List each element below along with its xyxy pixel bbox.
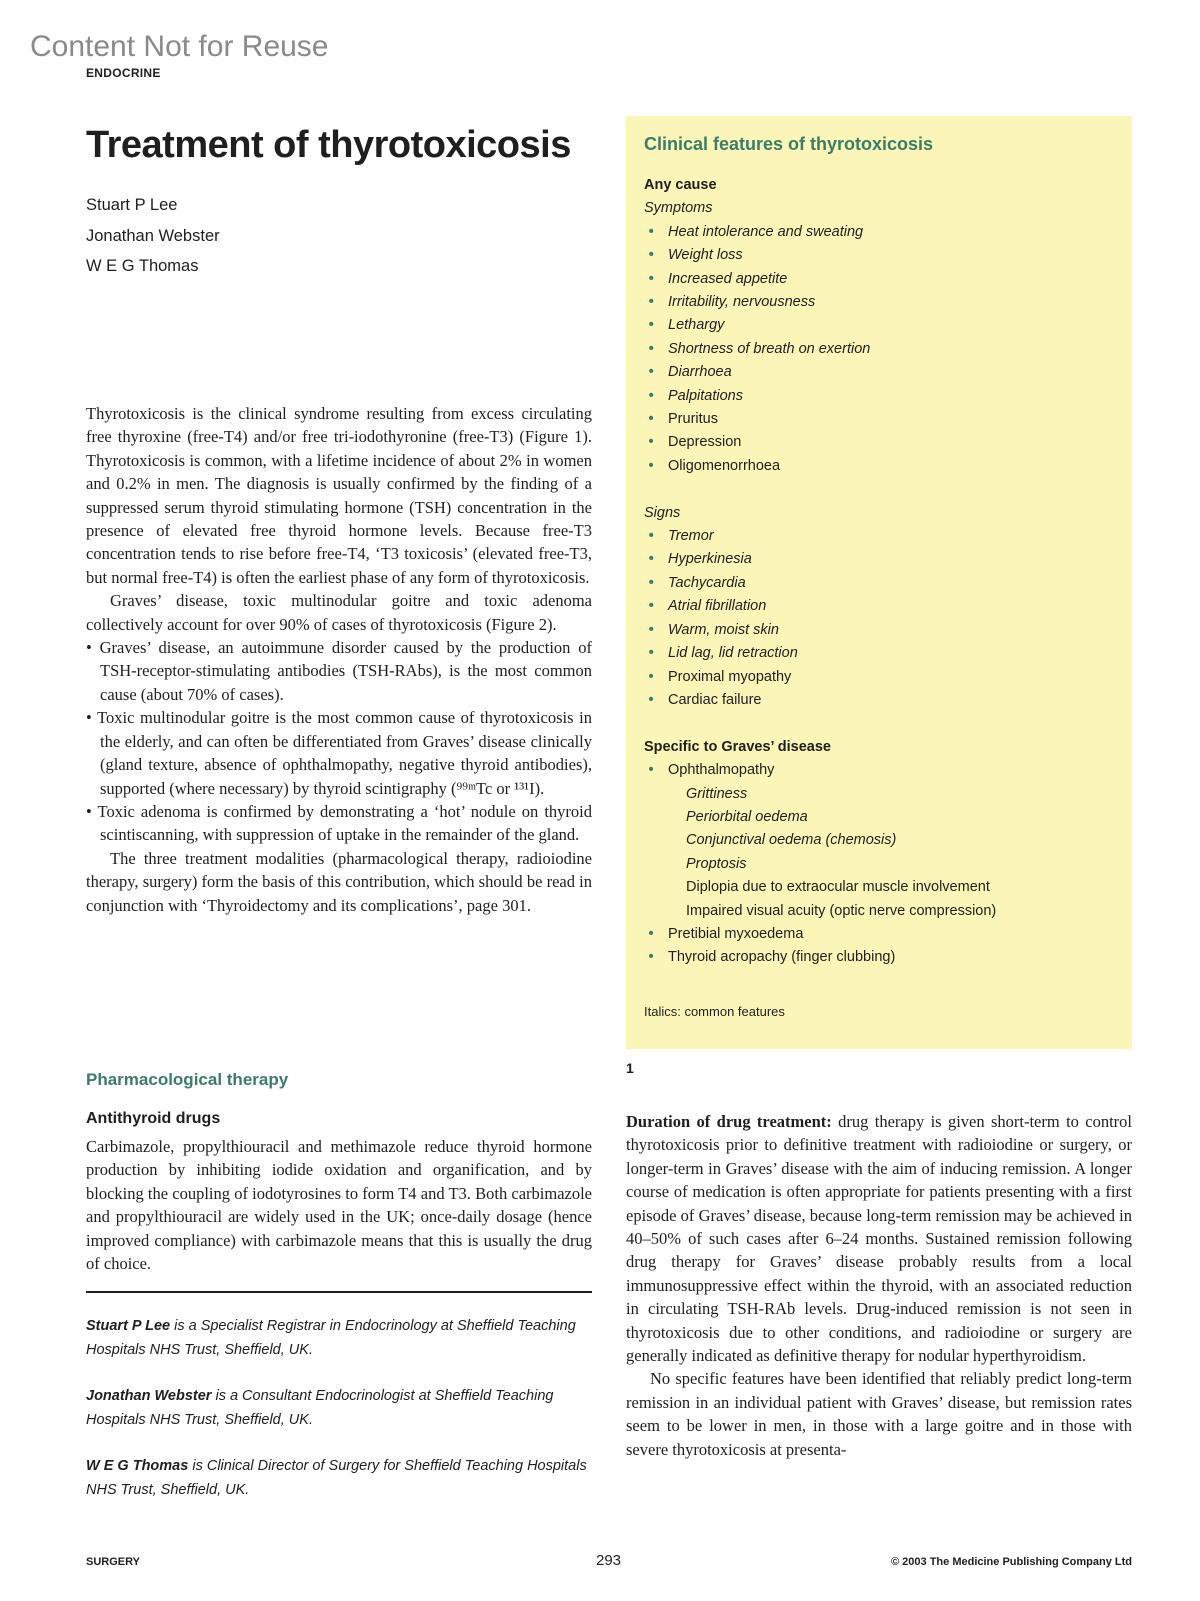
intro-paragraph: The three treatment modalities (pharmacological therapy, radioiodine therapy, surgery) form the basis of this contribution, which should be read in conjunction with ‘Thyroidectomy and its complications’, page 301. — [86, 848, 592, 915]
cause-bullet: • Graves’ disease, an autoimmune disorder caused by the production of TSH-receptor-stimulating antibodies (TSH-RAbs), is the most common cause (about 70% of cases). — [86, 638, 592, 704]
page-number: 293 — [596, 1552, 622, 1569]
panel-note: Italics: common features — [644, 1004, 785, 1019]
bullet-icon: • — [648, 387, 654, 404]
bullet-icon: • — [648, 411, 654, 428]
feature-item: • Pruritus — [644, 408, 1114, 431]
watermark: Content Not for Reuse — [30, 30, 329, 63]
feature-item: Proptosis — [686, 855, 747, 872]
feature-item: • Tremor — [644, 525, 1114, 548]
feature-item: • Palpitations — [644, 385, 1114, 408]
author-bios — [86, 1315, 592, 1525]
author-bio — [86, 1315, 592, 1362]
bio-name: Jonathan Webster — [86, 1388, 212, 1404]
any-cause-heading: Any cause — [644, 177, 717, 193]
bullet-icon: • — [648, 925, 654, 942]
author-bio — [86, 1385, 592, 1432]
bullet-icon: • — [648, 574, 654, 591]
bullet-icon: • — [648, 598, 654, 615]
feature-item: • Pretibial myxoedema — [644, 923, 1114, 946]
bullet-icon: • — [648, 340, 654, 357]
bullet-icon: • — [648, 294, 654, 311]
clinical-features-panel — [626, 116, 1132, 1049]
intro-paragraph: Graves’ disease, toxic multinodular goitre and toxic adenoma collectively account for over 90% of cases of thyrotoxicosis (Figure 2). — [86, 591, 592, 634]
bio-name: W E G Thomas — [86, 1458, 189, 1474]
bullet-icon: • — [648, 270, 654, 287]
author-name: Jonathan Webster — [86, 226, 220, 245]
signs-label: Signs — [644, 504, 681, 521]
bio-text: is a Consultant Endocrinologist at Sheffield Teaching Hospitals NHS Trust, Sheffield, UK. — [86, 1388, 554, 1428]
feature-item: • Cardiac failure — [644, 689, 1114, 712]
section-heading-pharmacological: Pharmacological therapy — [86, 1070, 289, 1089]
feature-item: Impaired visual acuity (optic nerve compression) — [686, 902, 997, 919]
feature-item: Grittiness — [686, 785, 748, 802]
author-name: W E G Thomas — [86, 257, 199, 275]
remission-paragraph: No specific features have been identified that reliably predict long-term remission in an individual patient with Graves’ disease, but remission rates seem to be lower in men, in those with a large goitre and in those with severe thyrotoxicosis at presenta- — [626, 1369, 1132, 1459]
bullet-icon: • — [648, 551, 654, 568]
feature-item: • Lid lag, lid retraction — [644, 642, 1114, 665]
symptoms-label: Symptoms — [644, 200, 713, 217]
bio-text: is a Specialist Registrar in Endocrinology at Sheffield Teaching Hospitals NHS Trust, Sheffield, UK. — [86, 1318, 576, 1358]
feature-item: • Oligomenorrhoea — [644, 455, 1114, 478]
bio-name: Stuart P Lee — [86, 1318, 171, 1334]
feature-item: • Proximal myopathy — [644, 666, 1114, 689]
signs-list — [644, 525, 1114, 712]
feature-item: • Tachycardia — [644, 572, 1114, 595]
graves-list — [644, 759, 1114, 782]
feature-item: • Diarrhoea — [644, 361, 1114, 384]
bio-divider — [86, 1291, 592, 1293]
bullet-icon: • — [648, 668, 654, 685]
feature-item: • Warm, moist skin — [644, 619, 1114, 642]
author-name: Stuart P Lee — [86, 196, 178, 214]
feature-item: • Hyperkinesia — [644, 548, 1114, 571]
bullet-icon: • — [648, 247, 654, 264]
bullet-icon: • — [648, 434, 654, 451]
bullet-icon: • — [648, 949, 654, 966]
bullet-icon: • — [648, 621, 654, 638]
article-title: Treatment of thyrotoxicosis — [86, 124, 571, 166]
bullet-icon: • — [648, 223, 654, 240]
footer-journal: SURGERY — [86, 1556, 140, 1568]
symptoms-list — [644, 221, 1114, 478]
cause-bullet: • Toxic adenoma is confirmed by demonstrating a ‘hot’ nodule on thyroid scintiscanning, with suppression of uptake in the remainder of the gland. — [86, 801, 592, 845]
antithyroid-drugs-text — [86, 1135, 592, 1275]
panel-title: Clinical features of thyrotoxicosis — [644, 134, 934, 154]
bullet-icon: • — [648, 364, 654, 381]
figure-number: 1 — [626, 1060, 634, 1076]
feature-item: • Depression — [644, 431, 1114, 454]
intro-paragraph: Thyrotoxicosis is the clinical syndrome resulting from excess circulating free thyroxine (free-T4) and/or free tri-iodothyronine (free-T3) (Figure 1). Thyrotoxicosis is common, with a lifetime incidence of about 2% in women and 0.2% in men. The diagnosis is usually confirmed by the finding of a suppressed serum thyroid stimulating hormone (TSH) concentration in the presence of elevated free thyroid hormone levels. Because free-T3 concentration tends to rise before free-T4, ‘T3 toxicosis’ (elevated free-T3, but normal free-T4) is often the earliest phase of any form of thyrotoxicosis. — [86, 404, 592, 587]
section-tag: ENDOCRINE — [86, 66, 161, 80]
feature-item: • Heat intolerance and sweating — [644, 221, 1114, 244]
graves-item: • Ophthalmopathy — [644, 759, 1114, 782]
intro-text — [86, 402, 592, 917]
bullet-icon: • — [648, 457, 654, 474]
feature-item: Conjunctival oedema (chemosis) — [686, 832, 897, 849]
duration-paragraph — [626, 1110, 1132, 1367]
bullet-icon: • — [648, 317, 654, 334]
ophthalmopathy-list — [644, 783, 1114, 923]
feature-item: • Weight loss — [644, 244, 1114, 267]
bullet-icon: • — [648, 528, 654, 545]
cause-bullet: • Toxic multinodular goitre is the most common cause of thyrotoxicosis in the elderly, and can often be differentiated from Graves’ disease clinically (gland texture, absence of ophthalmopathy, negative thyroid antibodies), supported (where necessary) by thyroid scintigraphy (⁹⁹ᵐTc or ¹³¹I). — [86, 708, 592, 798]
feature-item: • Irritability, nervousness — [644, 291, 1114, 314]
feature-item: • Atrial fibrillation — [644, 595, 1114, 618]
duration-lead: Duration of drug treatment: — [626, 1112, 832, 1131]
bullet-icon: • — [648, 691, 654, 708]
subheading-antithyroid-drugs: Antithyroid drugs — [86, 1110, 221, 1127]
feature-item: • Thyroid acropachy (finger clubbing) — [644, 946, 1114, 969]
antithyroid-paragraph: Carbimazole, propylthiouracil and methimazole reduce thyroid hormone production by inhibiting iodide oxidation and organification, and by blocking the coupling of iodotyrosines to form T4 and T3. Both carbimazole and propylthiouracil are widely used in the UK; once-daily dosage (hence improved compliance) with carbimazole means that this is usually the drug of choice. — [86, 1137, 592, 1274]
feature-item: Diplopia due to extraocular muscle involvement — [686, 879, 990, 896]
bullet-icon: • — [648, 645, 654, 662]
feature-item: • Shortness of breath on exertion — [644, 338, 1114, 361]
author-bio — [86, 1455, 592, 1502]
graves-heading: Specific to Graves’ disease — [644, 738, 831, 755]
graves-other-list — [644, 923, 1114, 970]
bullet-icon: • — [648, 762, 654, 779]
feature-item: Periorbital oedema — [686, 808, 808, 825]
feature-item: • Lethargy — [644, 314, 1114, 337]
footer-copyright: © 2003 The Medicine Publishing Company Ltd — [891, 1556, 1132, 1568]
duration-body: drug therapy is given short-term to control thyrotoxicosis prior to definitive treatment with radioiodine or surgery, or longer-term in Graves’ disease with the aim of inducing remission. A longer course of medication is often appropriate for patients presenting with a first episode of Graves’ disease, because long-term remission may be achieved in 40–50% of such cases after 6–24 months. Sustained remission following drug therapy for Graves’ disease probably results from a local immunosuppressive effect within the thyroid, with an associated reduction in circulating TSH-RAb levels. Drug-induced remission is not seen in thyrotoxicosis due to other conditions, and radioiodine or surgery are generally indicated as definitive therapy for nodular hyperthyroidism. — [626, 1112, 1132, 1366]
feature-item: • Increased appetite — [644, 268, 1114, 291]
drug-duration-text — [626, 1110, 1132, 1461]
author-list — [86, 190, 220, 282]
bio-text: is Clinical Director of Surgery for Sheffield Teaching Hospitals NHS Trust, Sheffield, UK. — [86, 1458, 587, 1498]
